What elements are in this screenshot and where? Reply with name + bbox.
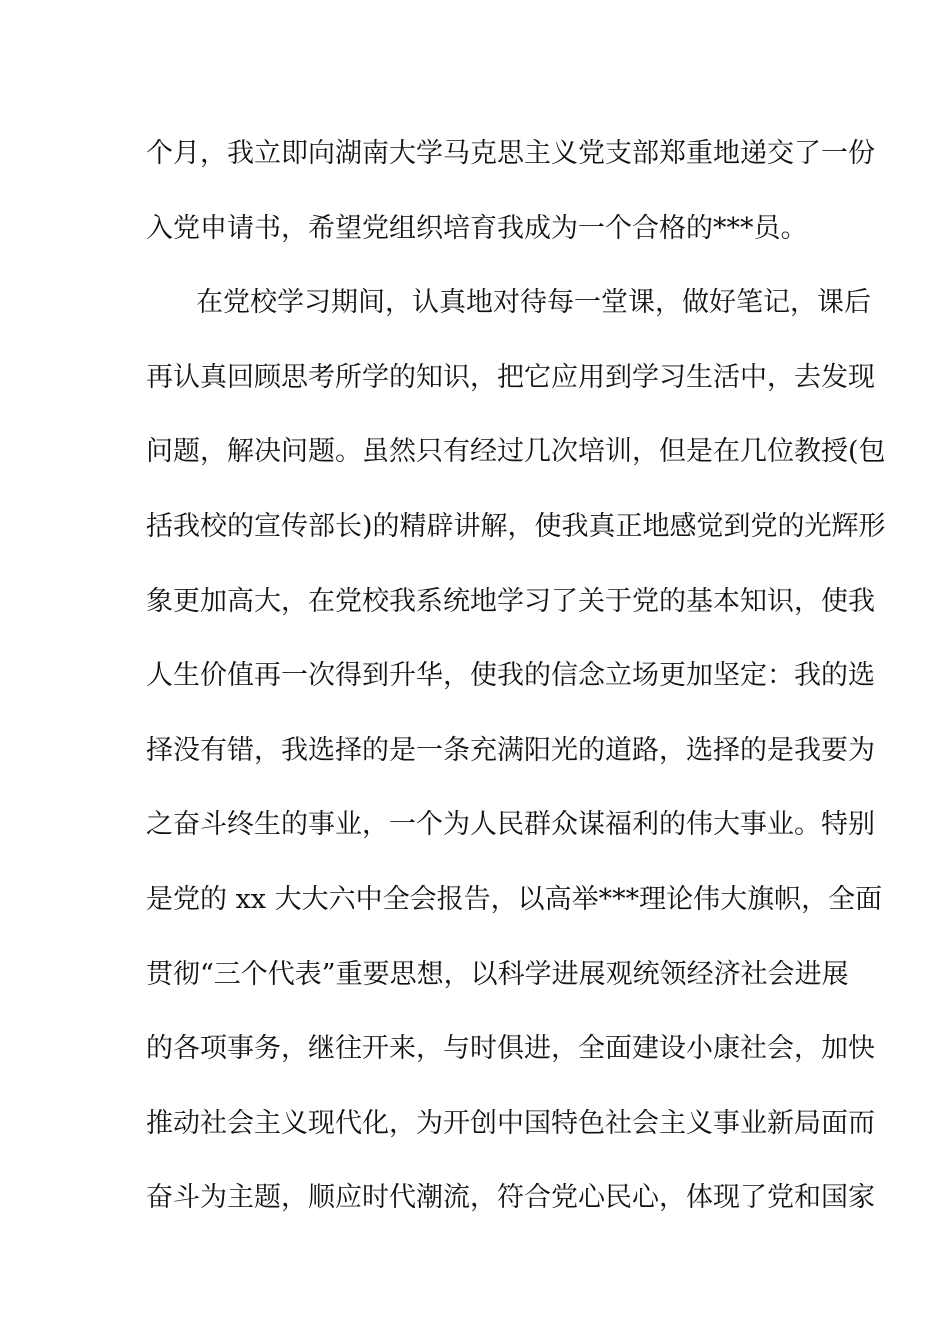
body-text [146,128,886,1247]
text-line-4: 再认真回顾思考所学的知识，把它应用到学习生活中，去发现 [146,361,875,393]
text-line-7: 象更加高大，在党校我系统地学习了关于党的基本知识，使我 [146,585,875,617]
text-line-12: 贯彻“三个代表”重要思想，以科学进展观统领经济社会进展 [146,958,849,990]
text-line-11: 是党的 xx 大大六中全会报告，以高举***理论伟大旗帜，全面 [146,883,883,915]
text-line-5: 问题，解决问题。虽然只有经过几次培训，但是在几位教授(包 [146,436,886,468]
text-line-8: 人生价值再一次得到升华，使我的信念立场更加坚定：我的选 [146,660,875,692]
text-line-10: 之奋斗终生的事业，一个为人民群众谋福利的伟大事业。特别 [146,809,875,841]
text-line-1: 个月，我立即向湖南大学马克思主义党支部郑重地递交了一份 [146,138,875,169]
text-line-15: 奋斗为主题，顺应时代潮流，符合党心民心，体现了党和国家 [146,1182,875,1214]
text-line-6: 括我校的宣传部长)的精辟讲解，使我真正地感觉到党的光辉形 [146,510,886,542]
text-line-13: 的各项事务，继往开来，与时俱进，全面建设小康社会，加快 [146,1033,875,1065]
text-line-14: 推动社会主义现代化，为开创中国特色社会主义事业新局面而 [146,1107,875,1139]
text-line-2: 入党申请书，希望党组织培育我成为一个合格的***员。 [146,212,808,244]
text-line-3: 在党校学习期间，认真地对待每一堂课，做好笔记，课后 [196,287,871,319]
text-line-9: 择没有错，我选择的是一条充满阳光的道路，选择的是我要为 [146,734,875,766]
